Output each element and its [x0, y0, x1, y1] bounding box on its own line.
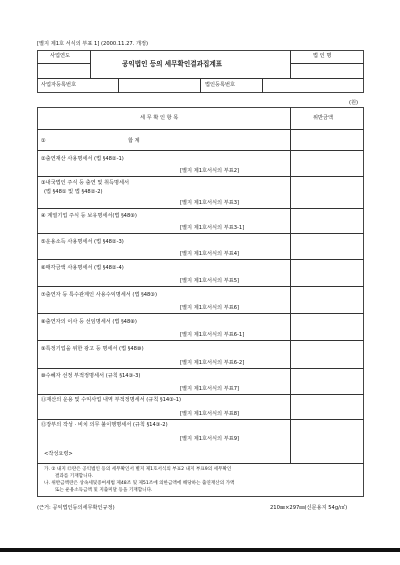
unit-label: (원): [349, 100, 359, 106]
item-form-ref: [별지 제1호서식의 부표3-1]: [180, 225, 245, 231]
divider: [37, 176, 364, 177]
item-form-ref: [별지 제1호서식의 부표6-1]: [180, 332, 245, 338]
divider: [200, 78, 201, 93]
divider: [37, 150, 364, 151]
item-label: ⑫장부의 작성 · 비치 의무 불이행명세서 (규칙 §14③-2): [41, 422, 168, 428]
divider: [37, 63, 90, 64]
item-label: ④ 계열기업 주식 등 보유명세서(법 §48⑨): [41, 213, 137, 219]
divider: [37, 286, 364, 287]
total-number: ①: [41, 138, 46, 144]
note-item-line2: 결과를 기재합니다.: [55, 474, 94, 479]
divider: [290, 50, 291, 78]
note-item: 나. 위반금액란은 상속세및증여세법 제48조 및 제51조에 의한금액에 해당하는 출연재산의 가액: [44, 481, 235, 486]
notes-title: <작성요령>: [44, 451, 73, 457]
fiscal-year-label: 사업연도: [50, 53, 71, 59]
divider: [37, 368, 364, 369]
item-form-ref: [별지 제1호서식의 부표6-2]: [180, 360, 245, 366]
paper-spec: 210㎜×297㎜(신문용지 54g/㎡): [270, 505, 348, 511]
notes-divider: [37, 463, 364, 464]
item-form-ref: [별지 제1호서식의 부표8]: [180, 411, 240, 417]
bottom-edge-band: [0, 548, 400, 552]
note-item: 가. ② 내지 ⑫란은 공익법인 등의 세무확인서 별지 제1호서식의 부표2 내지 부표9의 세무확인: [44, 467, 232, 472]
item-label: ③내국법인 주식 등 출연 및 취득명세서: [41, 180, 130, 186]
divider: [37, 129, 364, 130]
item-label: ⑪재산의 운용 및 수익사업 내역 부적정명세서 (규칙 §14③-1): [41, 397, 182, 403]
divider: [37, 208, 364, 209]
item-label: ⑨특정기업을 위한 광고 등 명세서 (법 §48⑩): [41, 346, 144, 352]
divider: [37, 340, 364, 341]
corp-name-label: 법 인 명: [313, 53, 332, 59]
item-form-ref: [별지 제1호서식의 부표7]: [180, 386, 240, 392]
item-form-ref: [별지 제1호서식의 부표4]: [180, 251, 240, 257]
item-label: ⑩수혜자 선정 부적정명세서 (규칙 §14③-3): [41, 373, 141, 379]
amount-column-header: 위반금액: [313, 115, 334, 121]
page-title: 공익법인 등의 세무확인결과집계표: [122, 60, 223, 68]
divider: [37, 313, 364, 314]
note-item-line2: 또는 운용소득금액 및 지출미달 등을 기재합니다.: [55, 488, 153, 493]
biz-reg-label: 사업자등록번호: [41, 82, 77, 88]
item-label: ⑧출연자의 이사 등 선임명세서 (법 §48⑧): [41, 319, 137, 325]
total-label: 합 계: [128, 138, 140, 144]
divider: [37, 394, 364, 395]
item-label-line2: (법 §48① 및 법 §48②-2): [44, 189, 103, 195]
item-form-ref: [별지 제1호서식의 부표9]: [180, 436, 240, 442]
divider: [37, 233, 364, 234]
item-label: ⑦출연자 등 특수관계인 사용수익명세서 (법 §48③): [41, 292, 157, 298]
divider: [37, 419, 364, 420]
divider: [262, 78, 263, 93]
item-label: ⑥매각금액 사용명세서 (법 §48②-4): [41, 265, 124, 271]
corp-reg-label: 법인등록번호: [205, 82, 236, 88]
amount-column-divider: [290, 107, 291, 463]
divider: [118, 78, 119, 93]
item-form-ref: [별지 제1호서식의 부표5]: [180, 278, 240, 284]
form-reference: [별지 제1호 서식의 부표 1] (2000.11.27. 개정): [37, 41, 149, 47]
divider: [37, 259, 364, 260]
divider: [90, 50, 91, 78]
item-form-ref: [별지 제1호서식의 부표2]: [180, 168, 240, 174]
item-label: ⑤운용소득 사용명세서 (법 §48②-3): [41, 239, 124, 245]
legal-basis: (근거: 공익법인등의세무확인규정): [37, 505, 115, 511]
item-label: ②출연재산 사용명세서 (법 §48②-1): [41, 156, 124, 162]
item-form-ref: [별지 제1호서식의 부표6]: [180, 305, 240, 311]
item-form-ref: [별지 제1호서식의 부표3]: [180, 200, 240, 206]
divider: [290, 63, 364, 64]
items-column-header: 세 무 확 인 항 목: [140, 115, 179, 121]
